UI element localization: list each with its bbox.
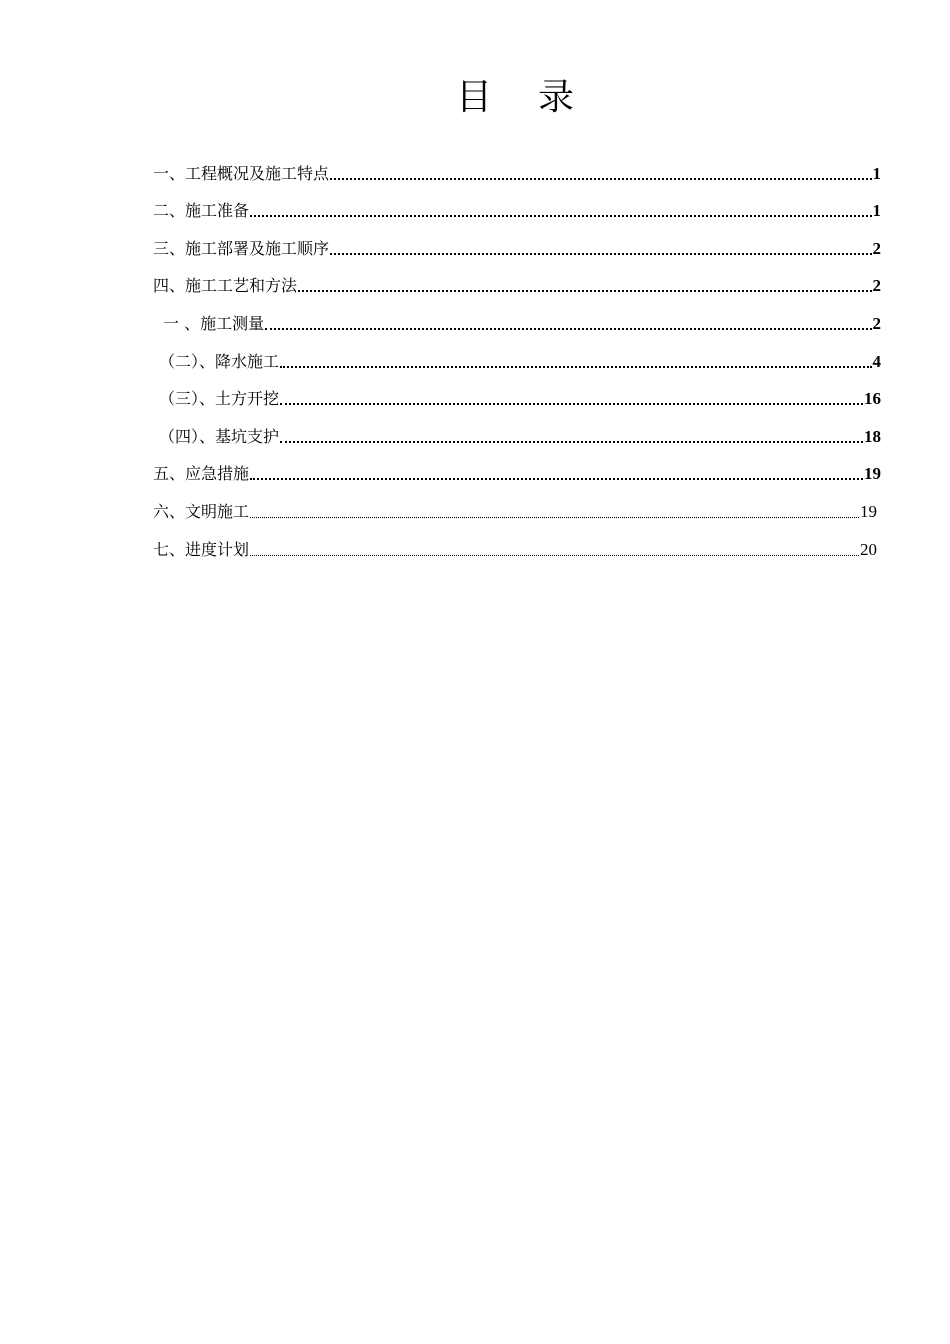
toc-entry[interactable] — [153, 259, 881, 297]
toc-leader — [280, 352, 871, 372]
toc-leader — [250, 464, 863, 484]
toc-leader — [265, 314, 871, 334]
toc-title-char-2: 录 — [538, 77, 575, 118]
toc-leader — [298, 276, 871, 296]
toc-page-number: 20 — [860, 539, 877, 559]
toc-page-number: 1 — [872, 163, 881, 183]
toc-title-char-1: 目 — [455, 77, 492, 118]
toc-leader — [280, 427, 863, 447]
toc-leader — [250, 540, 859, 560]
toc-entry-text: （二）、降水施工 — [159, 351, 280, 371]
toc-entry-text: 七、进度计划 — [153, 539, 250, 559]
toc-leader — [330, 239, 871, 259]
toc-entry-text: 四、施工工艺和方法 — [153, 276, 298, 296]
toc-page-number: 2 — [872, 238, 881, 258]
toc-entry-text: 二、施工准备 — [153, 201, 250, 221]
toc-leader — [250, 201, 871, 221]
toc-leader — [330, 164, 871, 184]
toc-page-number: 16 — [864, 389, 881, 409]
toc-entry-text: 一、工程概况及施工特点 — [153, 163, 330, 183]
toc-entry[interactable] — [153, 484, 877, 522]
toc-entry[interactable] — [153, 334, 881, 372]
toc-page-number: 19 — [860, 501, 877, 521]
toc-entry[interactable] — [153, 522, 877, 560]
toc-entry-text: 一 、施工测量 — [163, 313, 265, 333]
toc-page-number: 19 — [864, 464, 881, 484]
toc-page-number: 2 — [872, 276, 881, 296]
toc-title — [0, 74, 950, 122]
toc-leader — [250, 502, 859, 522]
toc-entry-text: （四）、基坑支护 — [159, 426, 280, 446]
toc-entry-text: （三）、土方开挖 — [159, 389, 280, 409]
toc-entry[interactable] — [153, 409, 881, 447]
toc-page-number: 1 — [872, 201, 881, 221]
toc-list — [153, 146, 881, 560]
toc-entry[interactable] — [153, 296, 881, 334]
toc-page-number: 4 — [872, 351, 881, 371]
toc-entry[interactable] — [153, 372, 881, 410]
toc-leader — [280, 389, 863, 409]
toc-entry-text: 三、施工部署及施工顺序 — [153, 238, 330, 258]
toc-entry[interactable] — [153, 447, 881, 485]
toc-entry[interactable] — [153, 221, 881, 259]
toc-entry[interactable] — [153, 146, 881, 184]
toc-entry-text: 六、文明施工 — [153, 501, 250, 521]
toc-entry-text: 五、应急措施 — [153, 464, 250, 484]
toc-page-number: 2 — [872, 313, 881, 333]
toc-entry[interactable] — [153, 184, 881, 222]
toc-page-number: 18 — [864, 426, 881, 446]
